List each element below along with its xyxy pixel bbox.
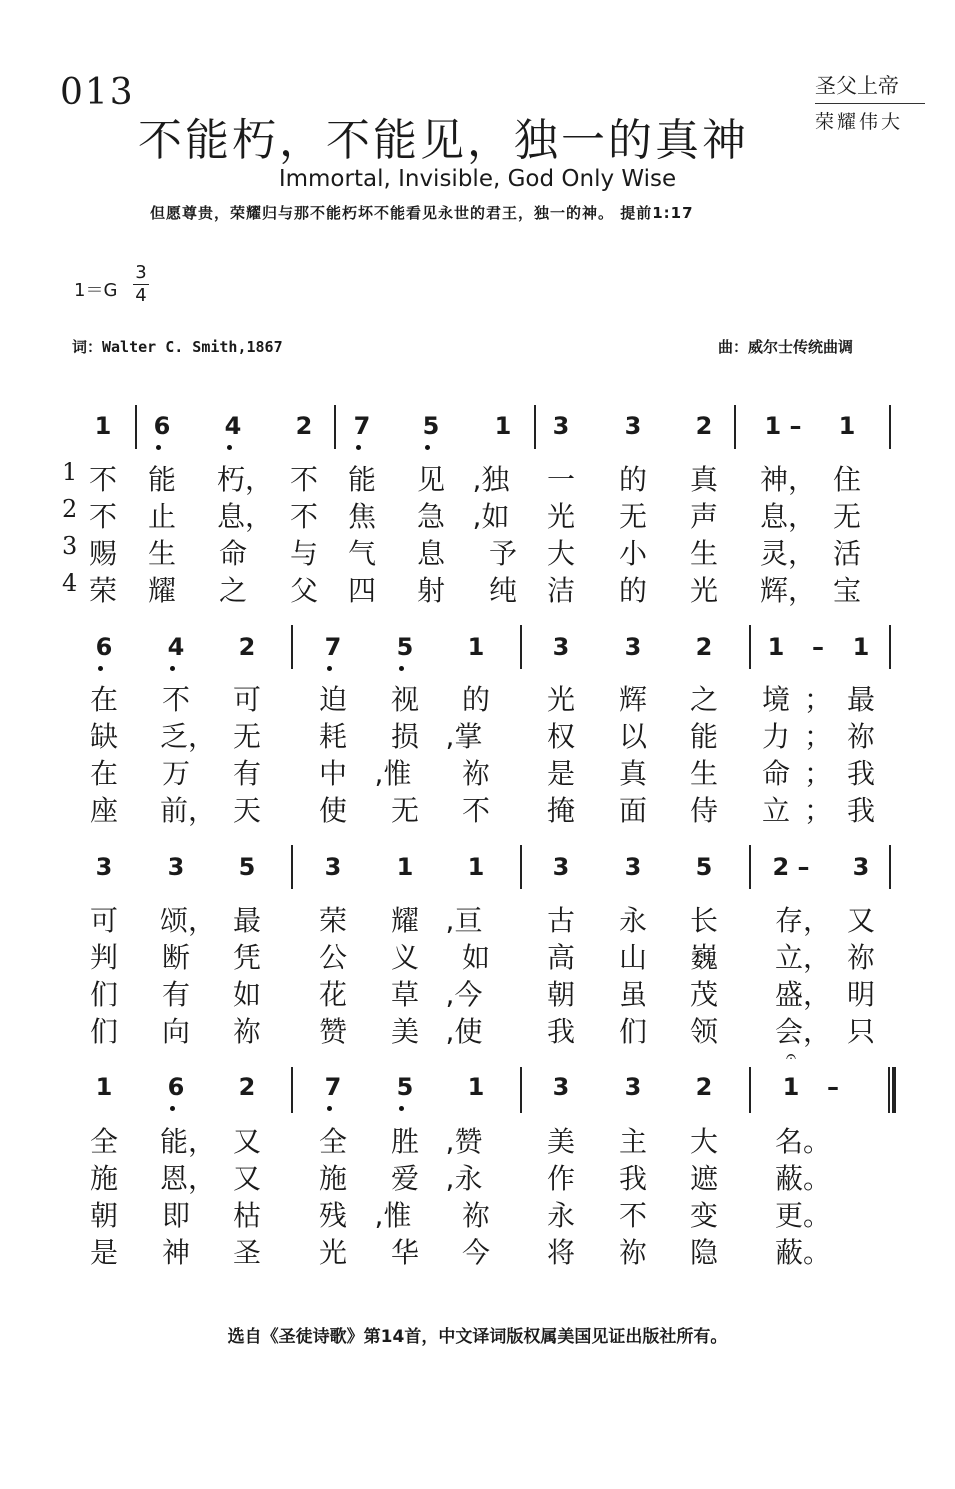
- verse-number: 3: [62, 532, 78, 560]
- lyric-syllable: 不: [461, 794, 490, 827]
- lyric-syllable: ,赞: [445, 1125, 483, 1158]
- lyric-syllable: 赐: [88, 537, 117, 570]
- note: 2: [238, 1073, 256, 1101]
- lyric-syllable: 虽: [618, 978, 647, 1011]
- note: 1: [467, 853, 485, 881]
- note: 5: [396, 1073, 414, 1101]
- note: 2: [695, 1073, 713, 1101]
- note: 5: [238, 853, 256, 881]
- bar-line: [135, 405, 137, 449]
- note: 3: [552, 633, 570, 661]
- lyric-syllable: 将: [546, 1236, 575, 1269]
- lyric-syllable: 的: [618, 463, 647, 496]
- lyric-syllable: 见: [416, 463, 445, 496]
- lyric-syllable: 胜: [390, 1125, 419, 1158]
- note: 3: [624, 412, 642, 440]
- lyric-syllable: 公: [318, 941, 347, 974]
- lyric-syllable: 辉，: [759, 574, 816, 607]
- lyric-syllable: 残: [318, 1199, 347, 1232]
- note: 6: [153, 412, 171, 440]
- lyric-syllable: 息: [416, 537, 445, 570]
- lyric-syllable: ,亘: [445, 904, 483, 937]
- note: 1: [767, 633, 785, 661]
- note: 1: [838, 412, 856, 440]
- verse-number: 2: [62, 495, 78, 523]
- note: 3: [95, 853, 113, 881]
- lyric-syllable: 迫: [318, 683, 347, 716]
- lyric-syllable: 永: [618, 904, 647, 937]
- lyric-syllable: ；: [803, 683, 832, 716]
- lyric-syllable: 无: [390, 794, 419, 827]
- lyric-syllable: 朝: [546, 978, 575, 1011]
- lyric-syllable: 会，: [774, 1015, 831, 1048]
- lyric-syllable: 施: [89, 1162, 118, 1195]
- note: 5: [422, 412, 440, 440]
- lyric-syllable: 我: [618, 1162, 647, 1195]
- lyric-syllable: 无: [618, 500, 647, 533]
- lyric-syllable: 施: [318, 1162, 347, 1195]
- bar-line: [534, 405, 536, 449]
- lyric-syllable: 如: [232, 978, 261, 1011]
- lyric-syllable: 古: [546, 904, 575, 937]
- category-sub: 荣耀伟大: [815, 111, 904, 133]
- lyric-syllable: 予: [488, 537, 517, 570]
- lyric-syllable: 变: [689, 1199, 718, 1232]
- lyric-syllable: 声: [689, 500, 718, 533]
- lyric-syllable: 花: [318, 978, 347, 1011]
- lyric-syllable: 光: [318, 1236, 347, 1269]
- lyric-syllable: 最: [232, 904, 261, 937]
- lyric-syllable: 活: [832, 537, 861, 570]
- time-signature: [132, 262, 150, 307]
- octave-dot-below: [170, 666, 175, 671]
- octave-dot-below: [425, 445, 430, 450]
- bar-line: [334, 405, 336, 449]
- lyric-syllable: 前，: [159, 794, 216, 827]
- bar-line: [291, 1067, 293, 1113]
- note: 1: [852, 633, 870, 661]
- lyric-syllable: 祢: [846, 720, 875, 753]
- lyric-syllable: 们: [89, 1015, 118, 1048]
- lyric-syllable: 高: [546, 941, 575, 974]
- lyric-syllable: 生: [147, 537, 176, 570]
- lyric-syllable: 全: [318, 1125, 347, 1158]
- composer-credit: 曲：威尔士传统曲调: [718, 338, 854, 356]
- lyric-syllable: 洁: [546, 574, 575, 607]
- lyric-syllable: 圣: [232, 1236, 261, 1269]
- lyric-syllable: ,惟: [374, 1199, 412, 1232]
- lyric-syllable: 枯: [232, 1199, 261, 1232]
- lyric-syllable: 损: [390, 720, 419, 753]
- lyric-syllable: 不: [88, 500, 117, 533]
- lyric-syllable: 光: [546, 500, 575, 533]
- note: 7: [324, 1073, 342, 1101]
- lyric-syllable: 山: [618, 941, 647, 974]
- lyric-syllable: 如: [461, 941, 490, 974]
- lyric-syllable: 在: [89, 757, 118, 790]
- note: 1: [95, 1073, 113, 1101]
- note: 1: [396, 853, 414, 881]
- lyric-syllable: 纯: [488, 574, 517, 607]
- note: 3: [852, 853, 870, 881]
- lyric-syllable: 永: [546, 1199, 575, 1232]
- lyric-syllable: 我: [846, 794, 875, 827]
- lyric-syllable: ；: [803, 794, 832, 827]
- time-signature-bottom: 4: [135, 285, 147, 306]
- lyric-syllable: 荣: [88, 574, 117, 607]
- lyric-syllable: 巍: [689, 941, 718, 974]
- lyric-syllable: 天: [232, 794, 261, 827]
- lyric-syllable: 荣: [318, 904, 347, 937]
- lyric-syllable: 作: [546, 1162, 575, 1195]
- lyric-syllable: ,独: [472, 463, 510, 496]
- lyric-syllable: 今: [461, 1236, 490, 1269]
- note: 2: [695, 412, 713, 440]
- note: 3: [624, 853, 642, 881]
- note: 2 –: [772, 853, 810, 881]
- lyric-syllable: ,如: [472, 500, 510, 533]
- lyric-syllable: 四: [347, 574, 376, 607]
- lyric-syllable: 一: [546, 463, 575, 496]
- lyric-syllable: 朽，: [216, 463, 273, 496]
- lyric-syllable: 又: [232, 1125, 261, 1158]
- note: 5: [396, 633, 414, 661]
- lyric-syllable: 真: [689, 463, 718, 496]
- note: 5: [695, 853, 713, 881]
- lyric-syllable: 神，: [759, 463, 816, 496]
- lyric-syllable: 止: [147, 500, 176, 533]
- bar-line: [520, 1067, 522, 1113]
- lyric-syllable: 有: [161, 978, 190, 1011]
- lyric-syllable: 美: [390, 1015, 419, 1048]
- note: 7: [353, 412, 371, 440]
- lyric-syllable: 更。: [774, 1199, 831, 1232]
- lyric-syllable: 祢: [846, 941, 875, 974]
- key-signature: 1＝G: [74, 280, 118, 301]
- chinese-title: 不能朽，不能见，独一的真神: [138, 115, 749, 166]
- hymn-number: 013: [60, 72, 135, 113]
- note: 2: [295, 412, 313, 440]
- lyric-syllable: 草: [390, 978, 419, 1011]
- lyric-syllable: 向: [161, 1015, 190, 1048]
- lyric-syllable: ,惟: [374, 757, 412, 790]
- lyric-syllable: 是: [89, 1236, 118, 1269]
- lyric-syllable: 明: [846, 978, 875, 1011]
- fermata: 𝄐: [785, 1046, 796, 1067]
- lyric-syllable: 判: [89, 941, 118, 974]
- lyric-syllable: 最: [846, 683, 875, 716]
- final-bar-line-thin: [888, 1067, 890, 1113]
- lyric-syllable: 长: [689, 904, 718, 937]
- lyric-syllable: 蔽。: [774, 1236, 831, 1269]
- lyric-syllable: 与: [289, 537, 318, 570]
- lyric-syllable: 息，: [759, 500, 816, 533]
- octave-dot-below: [327, 1106, 332, 1111]
- lyric-syllable: 即: [161, 1199, 190, 1232]
- octave-dot-below: [399, 1106, 404, 1111]
- lyric-syllable: 急: [416, 500, 445, 533]
- lyric-syllable: 恩，: [159, 1162, 216, 1195]
- note: 3: [552, 1073, 570, 1101]
- lyric-syllable: ,永: [445, 1162, 483, 1195]
- lyric-syllable: 光: [546, 683, 575, 716]
- copyright-footer: 选自《圣徒诗歌》第14首，中文译词版权属美国见证出版社所有。: [227, 1327, 728, 1347]
- octave-dot-below: [98, 666, 103, 671]
- lyric-syllable: 宝: [832, 574, 861, 607]
- lyric-syllable: 不: [88, 463, 117, 496]
- lyric-syllable: 名。: [774, 1125, 831, 1158]
- note: 3: [324, 853, 342, 881]
- note: 1: [467, 1073, 485, 1101]
- lyric-syllable: 侍: [689, 794, 718, 827]
- lyric-syllable: 焦: [347, 500, 376, 533]
- lyric-syllable: 大: [689, 1125, 718, 1158]
- lyric-syllable: 有: [232, 757, 261, 790]
- note: 3: [624, 633, 642, 661]
- lyric-syllable: ,使: [445, 1015, 483, 1048]
- lyric-syllable: 视: [390, 683, 419, 716]
- lyric-syllable: ,掌: [445, 720, 483, 753]
- lyric-syllable: 颂，: [159, 904, 216, 937]
- note: 3: [167, 853, 185, 881]
- note: 6: [95, 633, 113, 661]
- lyric-syllable: 使: [318, 794, 347, 827]
- note: 3: [552, 853, 570, 881]
- octave-dot-below: [356, 445, 361, 450]
- lyric-syllable: 领: [689, 1015, 718, 1048]
- lyric-syllable: 立，: [774, 941, 831, 974]
- note: –: [827, 1073, 839, 1101]
- lyric-syllable: 全: [89, 1125, 118, 1158]
- note: 6: [167, 1073, 185, 1101]
- note: 4: [224, 412, 242, 440]
- lyric-syllable: 蔽。: [774, 1162, 831, 1195]
- lyric-syllable: 无: [832, 500, 861, 533]
- lyric-syllable: 盛，: [774, 978, 831, 1011]
- lyric-syllable: 不: [618, 1199, 647, 1232]
- note: 3: [624, 1073, 642, 1101]
- octave-dot-below: [170, 1106, 175, 1111]
- lyric-syllable: 万: [161, 757, 190, 790]
- lyric-syllable: 座: [89, 794, 118, 827]
- note: 1 –: [764, 412, 802, 440]
- lyric-syllable: 华: [390, 1236, 419, 1269]
- lyric-syllable: 中: [318, 757, 347, 790]
- lyric-syllable: 不: [289, 463, 318, 496]
- lyric-syllable: 又: [846, 904, 875, 937]
- lyric-syllable: 存，: [774, 904, 831, 937]
- scripture-verse: 但愿尊贵，荣耀归与那不能朽坏不能看见永世的君王，独一的神。 提前1:17: [150, 204, 694, 222]
- lyric-syllable: 祢: [461, 757, 490, 790]
- lyric-syllable: 以: [618, 720, 647, 753]
- lyric-syllable: ；: [803, 757, 832, 790]
- lyric-syllable: 赞: [318, 1015, 347, 1048]
- bar-line: [749, 845, 751, 889]
- lyric-syllable: 无: [232, 720, 261, 753]
- lyric-syllable: 们: [89, 978, 118, 1011]
- lyric-syllable: 真: [618, 757, 647, 790]
- lyric-syllable: 可: [232, 683, 261, 716]
- note: 1: [782, 1073, 800, 1101]
- lyric-syllable: 神: [161, 1236, 190, 1269]
- lyric-syllable: 耗: [318, 720, 347, 753]
- lyric-syllable: 射: [416, 574, 445, 607]
- octave-dot-below: [227, 445, 232, 450]
- lyric-syllable: 耀: [390, 904, 419, 937]
- lyric-syllable: 命: [761, 757, 790, 790]
- bar-line: [734, 405, 736, 449]
- note: 2: [238, 633, 256, 661]
- note: –: [812, 633, 824, 661]
- lyric-syllable: 我: [546, 1015, 575, 1048]
- lyric-syllable: 立: [761, 794, 790, 827]
- english-title: Immortal, Invisible, God Only Wise: [278, 166, 677, 192]
- lyric-syllable: 父: [289, 574, 318, 607]
- lyric-syllable: 掩: [546, 794, 575, 827]
- note: 1: [494, 412, 512, 440]
- verse-number: 4: [62, 569, 78, 597]
- lyric-syllable: ,今: [445, 978, 483, 1011]
- lyric-syllable: 能: [147, 463, 176, 496]
- lyric-syllable: 美: [546, 1125, 575, 1158]
- lyric-syllable: 乏，: [159, 720, 216, 753]
- bar-line: [520, 625, 522, 669]
- lyric-syllable: 生: [689, 757, 718, 790]
- lyric-syllable: 息，: [216, 500, 273, 533]
- lyric-syllable: ；: [803, 720, 832, 753]
- lyric-syllable: 只: [846, 1015, 875, 1048]
- bar-line: [749, 625, 751, 669]
- lyric-syllable: 主: [618, 1125, 647, 1158]
- note: 4: [167, 633, 185, 661]
- lyric-syllable: 命: [218, 537, 247, 570]
- lyric-syllable: 断: [161, 941, 190, 974]
- lyric-syllable: 在: [89, 683, 118, 716]
- lyric-syllable: 缺: [89, 720, 118, 753]
- octave-dot-below: [399, 666, 404, 671]
- lyric-syllable: 能: [689, 720, 718, 753]
- lyric-syllable: 义: [390, 941, 419, 974]
- final-bar-line-thick: [892, 1067, 896, 1113]
- lyric-syllable: 的: [461, 683, 490, 716]
- lyric-syllable: 茂: [689, 978, 718, 1011]
- lyric-syllable: 不: [289, 500, 318, 533]
- lyric-syllable: 生: [689, 537, 718, 570]
- note: 3: [552, 412, 570, 440]
- octave-dot-below: [327, 666, 332, 671]
- lyric-syllable: 祢: [618, 1236, 647, 1269]
- note: 2: [695, 633, 713, 661]
- lyric-syllable: 又: [232, 1162, 261, 1195]
- lyric-syllable: 耀: [147, 574, 176, 607]
- bar-line: [291, 625, 293, 669]
- note: 1: [94, 412, 112, 440]
- bar-line: [889, 625, 891, 669]
- lyric-syllable: 住: [832, 463, 861, 496]
- lyric-syllable: 祢: [461, 1199, 490, 1232]
- lyric-syllable: 权: [546, 720, 575, 753]
- octave-dot-below: [156, 445, 161, 450]
- lyric-syllable: 能，: [159, 1125, 216, 1158]
- bar-line: [889, 845, 891, 889]
- category-main: 圣父上帝: [815, 70, 925, 104]
- verse-number: 1: [62, 458, 78, 486]
- lyric-syllable: 之: [218, 574, 247, 607]
- lyric-syllable: 能: [347, 463, 376, 496]
- note: 1: [467, 633, 485, 661]
- lyric-syllable: 小: [618, 537, 647, 570]
- lyric-syllable: 光: [689, 574, 718, 607]
- lyric-syllable: 大: [546, 537, 575, 570]
- lyric-syllable: 力: [761, 720, 790, 753]
- lyric-syllable: 灵，: [759, 537, 816, 570]
- lyric-syllable: 面: [618, 794, 647, 827]
- lyric-syllable: 气: [347, 537, 376, 570]
- lyric-syllable: 朝: [89, 1199, 118, 1232]
- bar-line: [749, 1067, 751, 1113]
- lyric-syllable: 辉: [618, 683, 647, 716]
- lyric-syllable: 境: [761, 683, 790, 716]
- note: 7: [324, 633, 342, 661]
- lyric-syllable: 的: [618, 574, 647, 607]
- lyricist-credit: 词：Walter C. Smith,1867: [72, 338, 283, 356]
- bar-line: [520, 845, 522, 889]
- lyric-syllable: 凭: [232, 941, 261, 974]
- lyric-syllable: 隐: [689, 1236, 718, 1269]
- bar-line: [889, 405, 891, 449]
- lyric-syllable: 祢: [232, 1015, 261, 1048]
- lyric-syllable: 们: [618, 1015, 647, 1048]
- time-signature-top: 3: [135, 262, 147, 283]
- bar-line: [291, 845, 293, 889]
- lyric-syllable: 我: [846, 757, 875, 790]
- lyric-syllable: 遮: [689, 1162, 718, 1195]
- lyric-syllable: 可: [89, 904, 118, 937]
- lyric-syllable: 之: [689, 683, 718, 716]
- lyric-syllable: 爱: [390, 1162, 419, 1195]
- lyric-syllable: 不: [161, 683, 190, 716]
- lyric-syllable: 是: [546, 757, 575, 790]
